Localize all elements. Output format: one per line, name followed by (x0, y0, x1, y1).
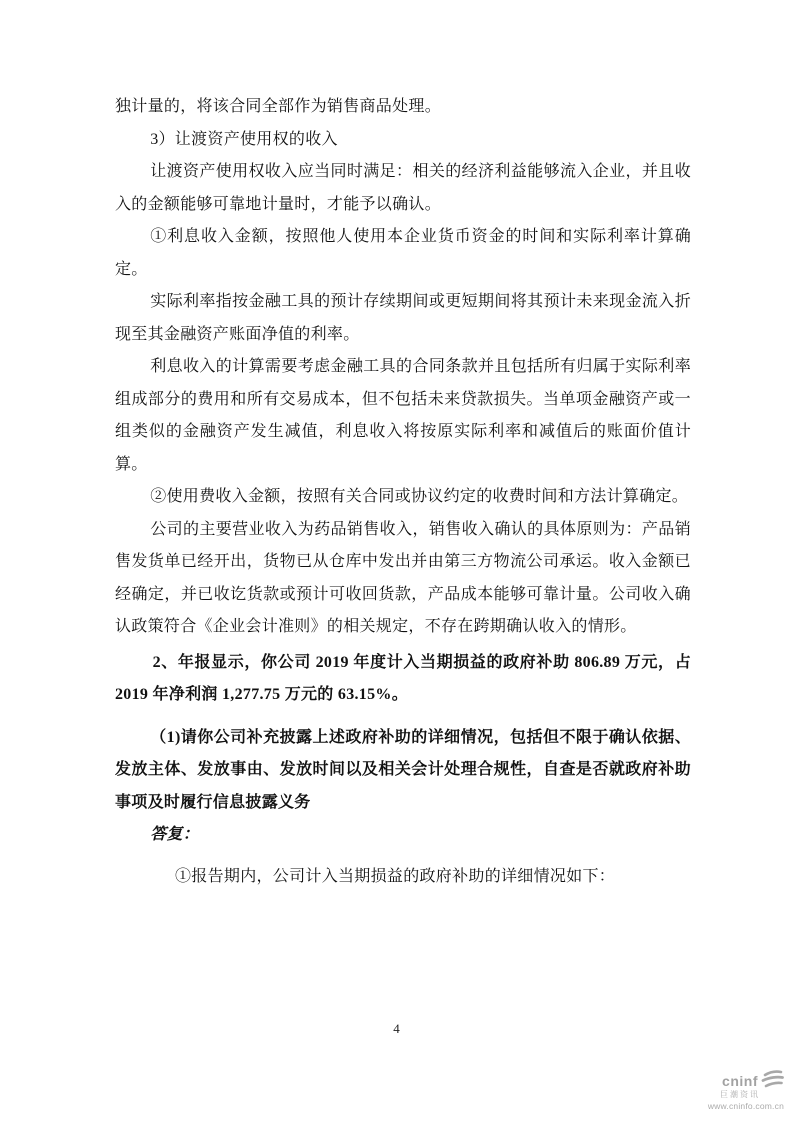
cninfo-logo (708, 1070, 784, 1111)
page-number: 4 (393, 1021, 400, 1036)
cninfo-swirl-icon (760, 1070, 784, 1090)
body-paragraph-revenue-policy: 公司的主要营业收入为药品销售收入，销售收入确认的具体原则为：产品销售发货单已经开出，货物已从仓库中发出并由第三方物流公司承运。收入金额已经确定，并已收讫货款或预计可收回货款，产品成本能够可靠计量。公司收入确认政策符合《企业会计准则》的相关规定，不存在跨期确认收入的情形。 (115, 520, 691, 635)
body-paragraph-interest-calculation: 利息收入的计算需要考虑金融工具的合同条款并且包括所有归属于实际利率组成部分的费用和所有交易成本，但不包括未来贷款损失。当单项金融资产或一组类似的金融资产发生减值，利息收入将按原实际利率和减值后的账面价值计算。 (115, 358, 691, 473)
body-paragraph-continuation: 独计量的，将该合同全部作为销售商品处理。 (115, 98, 442, 115)
inquiry-item-2-paragraph: 2、年报显示，你公司 2019 年度计入当期损益的政府补助 806.89 万元，占 2019 年净利润 1,277.75 万元的 63.15%。 (115, 653, 691, 703)
cninfo-chinese-name: 巨潮资讯 (720, 1090, 760, 1099)
answer-intro-paragraph: ①报告期内，公司计入当期损益的政府补助的详细情况如下： (175, 867, 616, 885)
body-paragraph-interest-income: ①利息收入金额，按照他人使用本企业货币资金的时间和实际利率计算确定。 (115, 228, 691, 278)
answer-label: 答复： (150, 826, 200, 843)
cninfo-url: www.cninfo.com.cn (707, 1101, 784, 1111)
body-paragraph-effective-rate: 实际利率指按金融工具的预计存续期间或更短期间将其预计未来现金流入折现至其金融资产账面净值的利率。 (115, 293, 691, 343)
body-paragraph: 让渡资产使用权收入应当同时满足：相关的经济利益能够流入企业，并且收入的金额能够可靠地计量时，才能予以确认。 (115, 163, 691, 213)
cninfo-brand-row (722, 1070, 784, 1090)
inquiry-question-1-paragraph: （1)请你公司补充披露上述政府补助的详细情况，包括但不限于确认依据、发放主体、发放事由、发放时间以及相关会计处理合规性，自查是否就政府补助事项及时履行信息披露义务 (115, 728, 691, 811)
section-heading-transfer-of-asset-rights: 3）让渡资产使用权的收入 (150, 130, 338, 148)
document-body (115, 91, 691, 893)
cninfo-brand-text: cninf (722, 1073, 758, 1089)
body-paragraph-royalty-income: ②使用费收入金额，按照有关合同或协议约定的收费时间和方法计算确定。 (150, 488, 689, 505)
